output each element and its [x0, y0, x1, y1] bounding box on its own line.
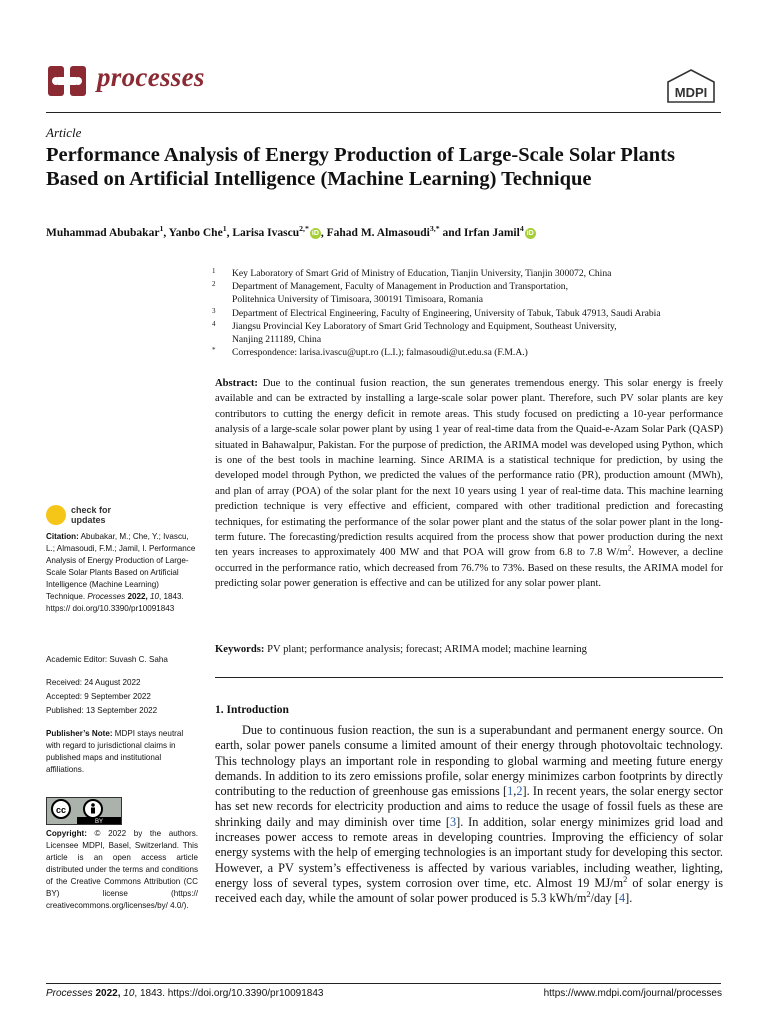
publisher-label: MDPI — [674, 85, 708, 100]
keywords: Keywords: PV plant; performance analysis; forecast; ARIMA model; machine learning — [215, 644, 587, 655]
paper-title: Performance Analysis of Energy Production of Large-Scale Solar Plants Based on Artificial Intelligence (Machine Learning) Technique — [46, 144, 675, 190]
received-date: Received: 24 August 2022 — [46, 678, 141, 687]
check-updates-icon — [46, 505, 66, 525]
affiliation-line: 3 Department of Electrical Engineering, Faculty of Engineering, University of Tabuk, Tabuk 47913, Saudi Arabia — [212, 306, 661, 319]
abstract: Abstract: Due to the continual fusion reaction, the sun generates tremendous energy. This solar energy is freely available and can be extracted by installing a large-scale solar power plant. Therefore, such PV solar plants are key contributors to cutting the energy deficit in remote areas. This study focused on predicting a 10-year performance analysis of a large-scale solar power plant by using 1 year of real-time data from the Quaid-e-Azam Solar Park (QASP) situated in Bahawalpur, Pakistan. For the purpose of prediction, the ARIMA model was developed using Python, which is one of the best tools in machine learning. Since ARIMA is a statistical technique for prediction, by using the developed model through Python, we predicted the values of the performance ratio (PR), production amount (MWh), and plan of array (POA) of the solar plant for the next 10 years using 1 year of real-time data. This machine learning prediction technique is very effective and efficient, compared with other traditional prediction and forecasting techniques, for estimating the performance of the solar power plant and the status of the solar power plant in the long-term future. The forecasting/prediction results acquired from the process show that power production during the next ten years increases to approximately 400 MW and that POA will grow from 6.8 to 7.8 $W/m^2$. However, a decline occurred in the performance ratio, which decreased from 76.7% to 73%. Based on these results, the ARIMA model for predicting solar power generation is effective and can be utilized for any solar power plant. — [215, 378, 723, 590]
citation-link[interactable]: 4 — [618, 891, 626, 906]
correspondence-line: * Correspondence: larisa.ivascu@upt.ro (L.I.); falmasoudi@ut.edu.sa (F.M.A.) — [212, 346, 528, 359]
author-name: Yanbo Che — [168, 227, 223, 239]
affiliation-line: 4 Jiangsu Provincial Key Laboratory of Smart Grid Technology and Equipment, Southeast University, — [212, 319, 617, 332]
citation-link[interactable]: 1 — [507, 784, 514, 799]
abstract-label: Abstract: — [215, 378, 258, 389]
orcid-icon[interactable]: iD — [526, 229, 534, 237]
svg-text:BY: BY — [94, 819, 104, 824]
citation-link[interactable]: 2 — [516, 784, 523, 799]
author-affil: 4 — [519, 224, 524, 234]
journal-name: processes — [97, 62, 205, 92]
cc-by-license-icon[interactable] — [46, 797, 122, 825]
accepted-date: Accepted: 9 September 2022 — [46, 692, 151, 701]
author-name: Muhammad Abubakar — [46, 227, 160, 239]
author-name: Irfan Jamil — [463, 227, 520, 239]
header-rule — [46, 112, 721, 113]
citation-link[interactable]: 3 — [449, 814, 457, 829]
copyright-notice: Copyright: © 2022 by the authors. Licensee MDPI, Basel, Switzerland. This article is an open access article distributed under the terms and conditions of the Creative Commons Attribution (CC BY) license (https:// creativecommons.org/licenses/by/ 4.0/). — [46, 829, 198, 910]
affiliation-line: Politehnica University of Timisoara, 300191 Timisoara, Romania — [232, 294, 484, 306]
published-date: Published: 13 September 2022 — [46, 706, 158, 715]
footer-citation: Processes 2022, 10, 1843. https://doi.org/10.3390/pr10091843 — [46, 988, 324, 999]
affiliations — [212, 267, 727, 359]
check-for-updates-button[interactable]: check for updates — [46, 503, 198, 527]
section-rule — [215, 677, 723, 678]
svg-text:cc: cc — [55, 805, 67, 815]
intro-paragraph: Due to continuous fusion reaction, the sun is a superabundant and permanent energy source. On earth, solar power panels consume a limited amount of their energy through photovoltaic technology. This technology plays an important role in responding to global warming and meeting future energy demands. In addition to its zero emissions profile, solar energy minimizes carbon footprints by directly contributing to the reduction of greenhouse gas emissions [1,2]. In recent years, the solar energy sector has set new records for electricity production and aims to reduce the usage of fossil fuels as these are shrinking daily and may diminish over time [3]. In addition, solar energy minimizes grid load and increases power access to remote areas in developing countries. Improving the efficiency of solar energy systems with the help of emerging technologies is an important study for developing this sector. However, a PV system’s effectiveness is affected by various variables, including weather, lighting, energy loss of several types, system corrosion over time, etc. Almost 19 $MJ/m^2$ of solar energy is received each day, while the amount of solar power produced is 5.3 kWh/$m^2$/day [4]. — [215, 723, 724, 906]
citation-block: Citation: Abubakar, M.; Che, Y.; Ivascu, L.; Almasoudi, F.M.; Jamil, I. Performance Analysis of Energy Production of Large-Scale Solar Plants Based on Artificial Intelligence (Machine Learning) Technique. Processes 2022, 10, 1843. https:// doi.org/10.3390/pr10091843 — [46, 532, 196, 613]
academic-editor: Academic Editor: Suvash C. Saha — [46, 655, 168, 664]
author-name: Larisa Ivascu — [232, 227, 300, 239]
journal-logo-icon — [46, 60, 88, 102]
author-affil: 3,* — [429, 224, 440, 234]
author-affil: 1 — [159, 224, 164, 234]
keywords-label: Keywords: — [215, 644, 265, 655]
footer-rule — [46, 983, 721, 984]
mdpi-logo-icon — [664, 68, 718, 104]
affiliation-line: Nanjing 211189, China — [232, 334, 322, 346]
footer-journal-url[interactable]: https://www.mdpi.com/journal/processes — [543, 988, 722, 999]
author-affil: 2,* — [299, 224, 309, 234]
author-affil: 1 — [222, 224, 227, 234]
section-heading: 1. Introduction — [215, 704, 289, 716]
article-type: Article — [46, 125, 82, 140]
affiliation-line: 1 Key Laboratory of Smart Grid of Ministry of Education, Tianjin University, Tianjin 300072, China — [212, 267, 612, 279]
orcid-icon[interactable]: iD — [311, 229, 319, 237]
author-name: Fahad M. Almasoudi — [326, 227, 430, 239]
author-list: Muhammad Abubakar$^1$, Yanbo Che$^1$, Larisa Ivascu$^{2,*}$iD , Fahad M. Almasoudi$^{3,*}$ and Irfan Jamil$^4$iD — [46, 224, 534, 239]
publisher-note: Publisher’s Note: MDPI stays neutral with regard to jurisdictional claims in published maps and institutional affiliations. — [46, 729, 184, 774]
affiliation-line: 2 Department of Management, Faculty of Management in Production and Transportation, — [212, 280, 568, 293]
